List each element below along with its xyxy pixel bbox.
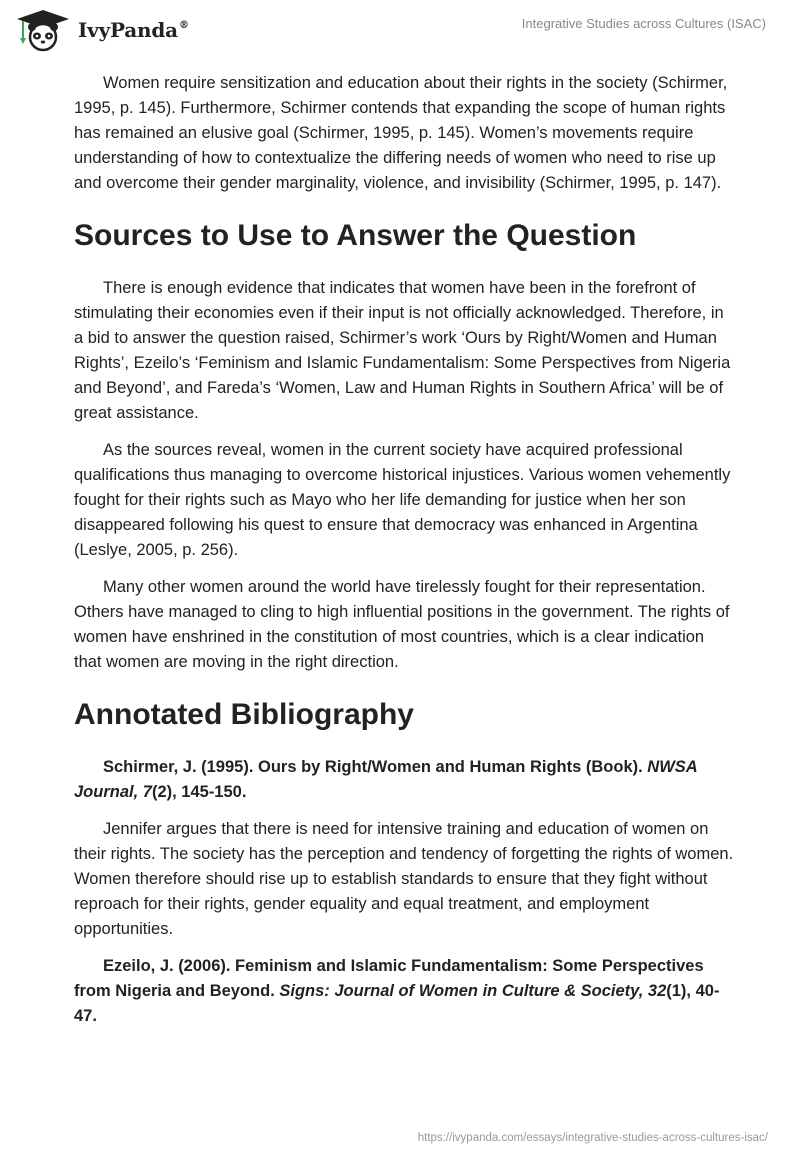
panda-graduate-icon bbox=[14, 8, 72, 52]
annotation-paragraph: Jennifer argues that there is need for intensive training and education of women on their rights. The society has the perception and tendency of forgetting the rights of women. Women therefore should rise up to establish standards to ensure that they fight without reproach for their rights, gender equality and equal treatment, and employment opportunities. bbox=[74, 820, 734, 938]
source-url[interactable]: https://ivypanda.com/essays/integrative-studies-across-cultures-isac/ bbox=[417, 1132, 768, 1144]
section-heading-bibliography: Annotated Bibliography bbox=[74, 698, 414, 731]
essay-body bbox=[74, 71, 734, 1041]
paragraph: Many other women around the world have tirelessly fought for their representation. Others have managed to cling to high influential positions in the government. The rights of women have enshrined in the constitution of most countries, which is a clear indication that women are moving in the right direction. bbox=[74, 578, 730, 671]
brand-name: IvyPanda® bbox=[78, 18, 189, 42]
brand-logo[interactable] bbox=[14, 8, 189, 52]
page-header bbox=[0, 0, 800, 60]
bibliography-entry: Ezeilo, J. (2006). Feminism and Islamic Fundamentalism: Some Perspectives from Nigeria and Beyond. Signs: Journal of Women in Culture & Society, 32(1), 40-47. bbox=[74, 957, 720, 1025]
document-title: Integrative Studies across Cultures (ISAC) bbox=[521, 16, 766, 31]
paragraph: As the sources reveal, women in the current society have acquired professional qualifications thus managing to overcome historical injustices. Various women vehemently fought for their rights such as Mayo who her life demanding for justice when her son disappeared following his quest to ensure that democracy was enhanced in Argentina (Leslye, 2005, p. 256). bbox=[74, 441, 731, 559]
paragraph: Women require sensitization and education about their rights in the society (Schirmer, 1995, p. 145). Furthermore, Schirmer contends that expanding the scope of human rights has remained an elusive goal (Schirmer, 1995, p. 145). Women’s movements require understanding of how to contextualize the differing needs of women who need to rise up and overcome their gender marginality, violence, and invisibility (Schirmer, 1995, p. 147). bbox=[74, 74, 728, 192]
section-heading-sources: Sources to Use to Answer the Question bbox=[74, 219, 637, 252]
bibliography-entry: Schirmer, J. (1995). Ours by Right/Women and Human Rights (Book). NWSA Journal, 7(2), 145-150. bbox=[74, 758, 698, 801]
paragraph: There is enough evidence that indicates that women have been in the forefront of stimulating their economies even if their input is not officially acknowledged. Therefore, in a bid to answer the question raised, Schirmer’s work ‘Ours by Right/Women and Human Rights’, Ezeilo’s ‘Feminism and Islamic Fundamentalism: Some Perspectives from Nigeria and Beyond’, and Fareda’s ‘Women, Law and Human Rights in Southern Africa’ will be of great assistance. bbox=[74, 279, 731, 422]
